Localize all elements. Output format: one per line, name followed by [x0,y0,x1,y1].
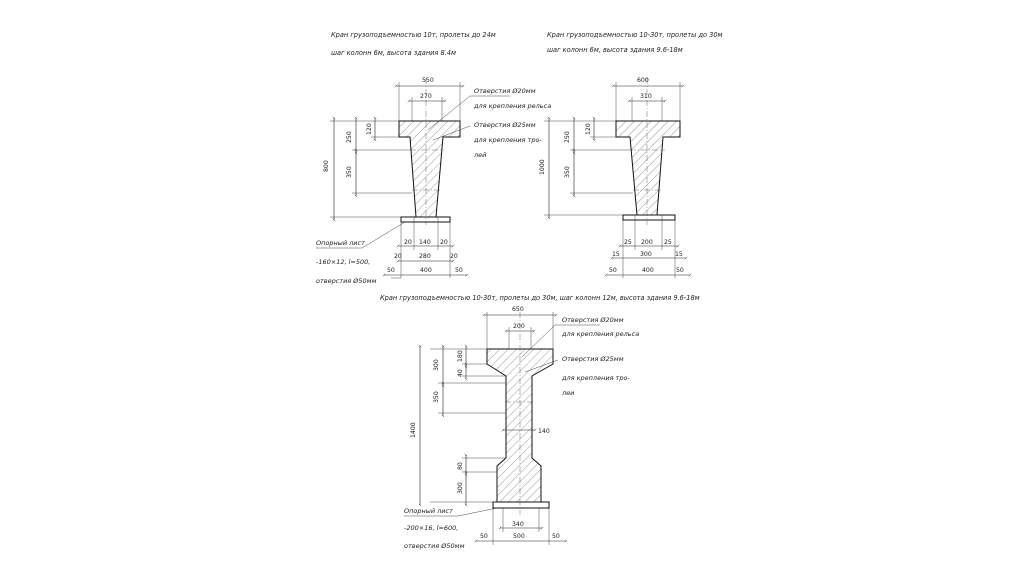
fig1-plate-note-2: -160×12, l=500, [316,258,371,266]
fig2-dim-base-outer-a: 50 [609,267,617,274]
fig2-dim-top-width: 600 [637,77,649,84]
fig1-dim-base-outer: 400 [420,267,432,274]
beam-figure-3 [380,294,700,550]
fig3-dim-web: 140 [538,428,550,435]
fig2-dim-base-inner-b: 15 [675,251,683,258]
fig1-beam-section [399,121,460,217]
fig2-dim-top-inner: 310 [640,93,652,100]
fig3-dim-flange: 180 [457,350,464,362]
fig3-dim-top-inner: 200 [513,323,525,330]
fig3-dim-top-width: 650 [512,306,524,313]
fig1-caption-line1: Кран грузоподъемностью 10т, пролеты до 24м [331,31,496,39]
fig1-note-hole2: Отверстия Ø25мм [474,121,536,129]
fig1-dim-base-inner-a: 20 [394,253,402,260]
fig1-dim-height-total: 800 [323,160,330,172]
fig1-dim-height-lower: 350 [346,166,353,178]
fig1-dim-base-inner: 280 [419,253,431,260]
beam-figure-2 [539,31,723,278]
fig2-dim-base-outer: 400 [642,267,654,274]
fig3-dim-height-total: 1400 [410,422,417,438]
fig3-dim-lower: 300 [457,482,464,494]
fig1-note-hole2c: лей [474,151,487,159]
fig3-dim-lower-step: 80 [457,462,464,470]
fig2-caption-line1: Кран грузоподъемностью 10-30т, пролеты до 30м [547,31,723,39]
fig3-note-hole1b: для крепления рельса [562,330,640,338]
fig3-base-plate [493,502,549,508]
fig3-note-hole2b: для крепления тро- [562,374,630,382]
fig2-caption-line2: шаг колонн 6м, высота здания 9.6-18м [547,46,683,54]
fig2-dim-height-total: 1000 [539,159,546,175]
fig2-dim-height-lower: 350 [564,166,571,178]
fig1-caption-line2: шаг колонн 6м, высота здания 8.4м [331,49,456,57]
fig2-dim-flange: 120 [585,123,592,135]
fig1-note-hole2b: для крепления тро- [474,136,542,144]
fig1-dim-base-inner-b: 20 [450,253,458,260]
fig1-dim-top-inner: 270 [420,93,432,100]
fig1-dim-base-outer-a: 50 [387,267,395,274]
fig3-dim-base-outer-a: 50 [480,533,488,540]
fig2-base-plate [623,215,675,220]
fig2-dim-height-upper: 250 [564,131,571,143]
fig3-dim-web-step: 40 [457,369,464,377]
fig3-plate-note-1: Опорный лист [404,507,453,515]
fig1-dim-height-upper: 250 [346,131,353,143]
fig1-plate-note-1: Опорный лист [316,239,365,247]
fig2-dim-bottom-b: 200 [641,239,653,246]
beam-figure-1 [316,31,551,285]
fig3-note-hole2: Отверстия Ø25мм [562,355,624,363]
fig2-dim-bottom-c: 25 [664,239,672,246]
fig3-dim-height-upper: 350 [433,391,440,403]
fig2-dim-base-inner-a: 15 [612,251,620,258]
fig1-note-hole1b: для крепления рельса [474,102,552,110]
fig3-plate-note-2: -200×16, l=600, [404,524,459,532]
fig3-note-hole1: Отверстия Ø20мм [562,316,624,324]
fig3-dim-height-top: 300 [433,359,440,371]
fig1-dim-flange: 120 [366,123,373,135]
fig2-dim-bottom-a: 25 [624,239,632,246]
fig1-dim-bottom-b: 140 [419,239,431,246]
fig3-dim-base-inner: 340 [512,521,524,528]
fig2-beam-section [616,121,680,215]
fig1-note-hole1: Отверстия Ø20мм [474,87,536,95]
fig1-dim-base-outer-b: 50 [455,267,463,274]
fig1-plate-note-3: отверстия Ø50мм [316,277,377,285]
fig2-dim-base-outer-b: 50 [676,267,684,274]
fig3-dim-base-outer: 500 [513,533,525,540]
fig3-note-hole2c: леи [562,389,575,397]
fig3-caption: Кран грузоподъемностью 10-30т, пролеты до 30м, шаг колонн 12м, высота здания 9.6-18м [380,294,700,302]
fig1-base-plate [401,217,450,222]
fig1-dim-top-width: 550 [422,77,434,84]
fig3-plate-note-3: отверстия Ø50мм [404,542,465,550]
fig2-dim-base-inner: 300 [640,251,652,258]
fig1-dim-bottom-a: 20 [404,239,412,246]
fig3-dim-base-outer-b: 50 [552,533,560,540]
fig1-dim-bottom-c: 20 [440,239,448,246]
